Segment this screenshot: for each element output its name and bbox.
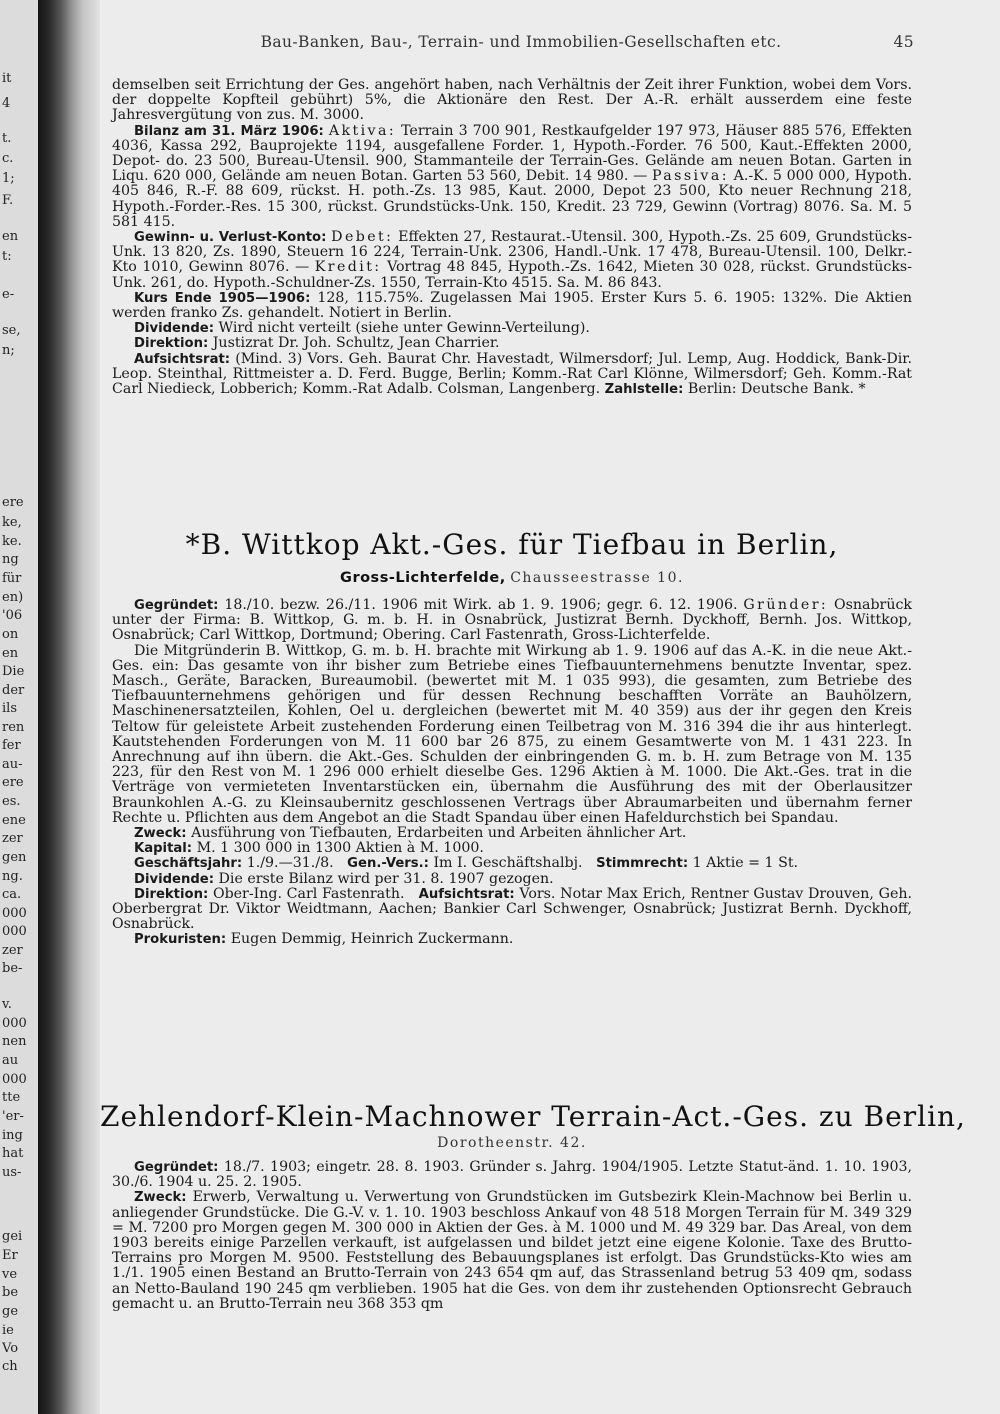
margin-fragment: hat xyxy=(2,1146,24,1161)
margin-fragment: v. xyxy=(2,997,12,1012)
s2-prokuristen-text: Eugen Demmig, Heinrich Zuckermann. xyxy=(230,931,514,948)
section-1 xyxy=(112,78,912,397)
running-head xyxy=(128,33,914,51)
dividende-label: Dividende: xyxy=(134,321,215,337)
margin-fragment: ch xyxy=(2,1359,18,1374)
margin-fragment: ene xyxy=(2,813,26,828)
s2-dividende-label: Dividende: xyxy=(134,871,215,887)
section-2-address: Chausseestrasse 10. xyxy=(510,570,684,586)
s2-aufsichtsrat-text: Vors. Notar Max Erich, Rentner Gustav Drouven, Geh. Oberbergrat Dr. Viktor Weidtmann, Aachen; Bankier Carl Schwenger, Osnabrück; Justizrat Bernh. Dyckhoff, Osnabrück. xyxy=(112,885,913,933)
bilanz-paragraph xyxy=(112,124,912,230)
margin-fragment: be xyxy=(2,1285,19,1300)
section-1-intro: demselben seit Errichtung der Ges. angehört haben, nach Verhältnis der Zeit ihrer Funktion, wobei dem Vors. der doppelte Kopfteil gebührt) 5%, die Aktionäre den Rest. Der A.-R. erhält ausserdem eine feste Jahresvergütung von zus. M. 3000. xyxy=(112,77,912,124)
margin-fragment: Vo xyxy=(2,1341,19,1356)
guv-debet-label: Debet: xyxy=(331,229,394,246)
kurs-paragraph xyxy=(112,291,912,321)
margin-fragment: c. xyxy=(2,151,14,166)
margin-fragment: au xyxy=(2,1053,19,1068)
bilanz-aktiva-label: Aktiva: xyxy=(328,122,396,139)
guv-debet-text: Effekten 27, Restaurat.-Utensil. 300, Hypoth.-Zs. 25 609, Grundstücks-Unk. 13 820, Zs. 1890, Steuern 16 224, Terrain-Unk. 2306, Handl.-Unk. 17 478, Bureau-Utensil. 100, Delkr.-Kto 1010, Gewinn 8076. — xyxy=(112,229,912,276)
s2-prokuristen-paragraph xyxy=(112,932,912,947)
margin-fragment: '06 xyxy=(2,608,23,623)
margin-fragment: Die xyxy=(2,664,25,679)
margin-fragment: 000 xyxy=(2,924,27,939)
margin-fragment: ing xyxy=(2,1128,23,1143)
margin-fragment: ke, xyxy=(2,515,22,530)
margin-fragment: tte xyxy=(2,1090,21,1105)
s2-dividende-text: Die erste Bilanz wird per 31. 8. 1907 gezogen. xyxy=(218,870,554,887)
s2-gegruendet-paragraph xyxy=(112,598,912,644)
margin-fragment: ie xyxy=(2,1323,14,1338)
guv-paragraph xyxy=(112,230,912,291)
section-3-heading: Zehlendorf-Klein-Machnower Terrain-Act.-Ges. zu Berlin, xyxy=(100,1100,966,1133)
dividende-text: Wird nicht verteilt (siehe unter Gewinn-Verteilung). xyxy=(218,320,590,337)
section-3-subheading xyxy=(112,1135,912,1151)
margin-fragment: ve xyxy=(2,1267,18,1282)
s2-dividende-paragraph xyxy=(112,872,912,887)
section-2-location: Gross-Lichterfelde, xyxy=(340,570,506,586)
kurs-text: 128, 115.75%. Zugelassen Mai 1905. Erster Kurs 5. 6. 1905: 132%. Die Aktien werden franko Zs. gehandelt. Notiert in Berlin. xyxy=(112,289,912,322)
s2-body-paragraph: Die Mitgründerin B. Wittkop, G. m. b. H. brachte mit Wirkung ab 1. 9. 1906 auf das A.-K. in die neue Akt.-Ges. ein: Das gesamte von ihr bisher zum Betriebe eines Tiefbauunternehmens benutzte Inventar, spez. Masch., Geräte, Baracken, Bureaumobil. (bewertet mit M. 1 035 993), die gesamten, zum Betriebe des Tiefbauunternehmens gehörigen und für dessen Rechnung beschafften Vorräte an Bauhölzern, Maschinenersatzteilen, Kohlen, Oel u. dergleichen (bewertet mit M. 40 359) aus der ihr gegen den Kreis Teltow für geleistete Arbeit zustehenden Forderung einen Teilbetrag von M. 316 394 die ihr aus hinterlegt. Kautstehenden Forderungen von M. 11 600 bar 26 875, zu einem Gesamtwerte von M. 1 431 223. In Anrechnung auf ihn übern. die Akt.-Ges. Schulden der einbringenden G. m. b. H. zum Betrage von M. 135 223, für den Rest von M. 1 296 000 erhielt dieselbe Ges. 1296 Aktien à M. 1000. Die Akt.-Ges. trat in die Verträge von vermieteten Inventarstücken ein, übernahm die Ausführung des mit der Oberlausitzer Braunkohlen A.-G. zu Kleinsaubernitz geschlossenen Vertrags über Abraumarbeiten und übernahm ferner Rechte u. Pflichten aus dem Angebot an die Stadt Spandau über einen Hafeldurchstich bei Spandau. xyxy=(112,642,912,826)
dividende-paragraph xyxy=(112,321,912,336)
s2-zweck-text: Ausführung von Tiefbauten, Erdarbeiten und Arbeiten ähnlicher Art. xyxy=(191,825,687,842)
s2-gj-label: Geschäftsjahr: xyxy=(134,856,243,872)
margin-fragment: ren xyxy=(2,720,25,735)
margin-fragment: en xyxy=(2,229,19,244)
margin-fragment: ere xyxy=(2,495,24,510)
margin-fragment: der xyxy=(2,683,25,698)
section-3-address: Dorotheenstr. 42. xyxy=(437,1135,587,1151)
margin-fragment: it xyxy=(2,71,12,86)
margin-fragment: ng. xyxy=(2,869,23,884)
s3-zweck-label: Zweck: xyxy=(134,1190,187,1206)
bilanz-label: Bilanz am 31. März 1906: xyxy=(134,123,324,139)
margin-fragment: 1; xyxy=(2,171,15,186)
book-gutter xyxy=(38,0,100,1414)
margin-fragment: 000 xyxy=(2,1072,27,1087)
margin-fragment: n; xyxy=(2,343,15,358)
s2-gv-label: Gen.-Vers.: xyxy=(347,856,429,872)
running-head-title: Bau-Banken, Bau-, Terrain- und Immobilien-Gesellschaften etc. xyxy=(260,33,782,51)
margin-fragment: ke. xyxy=(2,534,22,549)
s2-zweck-label: Zweck: xyxy=(134,826,187,842)
kurs-label: Kurs Ende 1905—1906: xyxy=(134,290,311,306)
s2-gegruendet-label: Gegründet: xyxy=(134,598,219,613)
margin-fragment: en xyxy=(2,646,19,661)
s3-gegruendet-text: 18./7. 1903; eingetr. 28. 8. 1903. Gründer s. Jahrg. 1904/1905. Letzte Statut-änd. 1. 10. 1903, 30./6. 1904 u. 25. 2. 1905. xyxy=(112,1159,913,1191)
aufsichtsrat-text: (Mind. 3) Vors. Geh. Baurat Chr. Havestadt, Wilmersdorf; Jul. Lemp, Aug. Hoddick, Bank-Dir. Leop. Steinthal, Rittmeister a. D. Ferd. Bugge, Berlin; Komm.-Rat Carl Klönne, Wilmersdorf; Geh. Komm.-Rat Carl Niedieck, Lobberich; Komm.-Rat Adalb. Colsman, Langenberg. xyxy=(112,350,912,398)
section-2-subheading xyxy=(112,570,912,586)
zahlstelle-text: Berlin: Deutsche Bank. * xyxy=(687,381,866,398)
margin-fragment: e- xyxy=(2,287,15,302)
s2-stimmrecht-text: 1 Aktie = 1 St. xyxy=(692,855,799,872)
s2-kapital-text: M. 1 300 000 in 1300 Aktien à M. 1000. xyxy=(196,840,484,857)
margin-fragment: es. xyxy=(2,794,21,809)
bilanz-passiva-label: Passiva: xyxy=(651,168,729,185)
s2-stimmrecht-label: Stimmrecht: xyxy=(596,856,689,872)
direktion-paragraph xyxy=(112,336,912,351)
margin-fragment: ils xyxy=(2,701,17,716)
section-2 xyxy=(112,598,912,948)
direktion-text: Justizrat Dr. Joh. Schultz, Jean Charrier. xyxy=(212,335,500,352)
s2-aufsichtsrat-label: Aufsichtsrat: xyxy=(418,886,515,902)
adjacent-page-margin xyxy=(0,0,38,1414)
margin-fragment: on xyxy=(2,627,19,642)
margin-fragment: 4 xyxy=(2,96,11,111)
aufsichtsrat-label: Aufsichtsrat: xyxy=(134,351,231,367)
s2-gj-text: 1./9.—31./8. xyxy=(246,855,334,872)
guv-label: Gewinn- u. Verlust-Konto: xyxy=(134,230,327,246)
margin-fragment: au- xyxy=(2,757,23,772)
margin-fragment: t: xyxy=(2,249,12,264)
guv-kredit-label: Kredit: xyxy=(314,259,382,276)
margin-fragment: 000 xyxy=(2,906,27,921)
s3-gegruendet-paragraph xyxy=(112,1160,912,1190)
s3-gegruendet-label: Gegründet: xyxy=(134,1160,219,1175)
s2-gegruendet-text: 18./10. bezw. 26./11. 1906 mit Wirk. ab 1. 9. 1906; gegr. 6. 12. 1906. xyxy=(224,597,738,613)
margin-fragment: be- xyxy=(2,961,23,976)
margin-fragment: fer xyxy=(2,738,21,753)
margin-fragment: us- xyxy=(2,1165,22,1180)
s2-kapital-paragraph xyxy=(112,841,912,856)
section-3 xyxy=(112,1160,912,1312)
margin-fragment: en) xyxy=(2,590,24,605)
margin-fragment: F. xyxy=(2,193,14,208)
margin-fragment: zer xyxy=(2,831,23,846)
s2-gruender-label: Gründer: xyxy=(743,597,829,613)
margin-fragment: nen xyxy=(2,1034,27,1049)
margin-fragment: 000 xyxy=(2,1016,27,1031)
section-2-heading: *B. Wittkop Akt.-Ges. für Tiefbau in Berlin, xyxy=(185,528,839,561)
margin-fragment: t. xyxy=(2,131,12,146)
direktion-label: Direktion: xyxy=(134,336,209,352)
s2-zweck-paragraph xyxy=(112,826,912,841)
margin-fragment: ere xyxy=(2,775,24,790)
margin-fragment: gei xyxy=(2,1229,23,1244)
margin-fragment: ge xyxy=(2,1304,19,1319)
page-number: 45 xyxy=(893,33,914,51)
s2-gruender-text: Osnabrück unter der Firma: B. Wittkop, G. m. b. H. in Osnabrück, Justizrat Bernh. Dyckhoff, Bernh. Jos. Wittkop, Osnabrück; Carl Wittkop, Dortmund; Obering. Carl Fastenrath, Gross-Lichterfelde. xyxy=(112,597,913,644)
margin-fragment: ca. xyxy=(2,887,22,902)
s3-zweck-text: Erwerb, Verwaltung u. Verwertung von Grundstücken im Gutsbezirk Klein-Machnow bei Berlin u. anliegender Grundstücke. Die G.-V. v. 1. 10. 1903 beschloss Ankauf von 48 518 Morgen Terrain für M. 349 329 = M. 7200 pro Morgen gegen M. 300 000 in Aktien der Ges. à M. 1000 und M. 49 329 bar. Das Areal, von dem 1903 bereits einige Parzellen verkauft, ist aufgelassen und bildet jetzt eine eigene Kolonie. Taxe des Brutto-Terrains pro Morgen M. 9500. Feststellung des Bebauungsplanes ist erfolgt. Das Grundstücks-Kto wies am 1./1. 1905 einen Bestand an Brutto-Terrain von 243 654 qm auf, das Strassenland betrug 53 409 qm, sodass an Netto-Bauland 190 245 qm verblieben. 1905 hat die Ges. von dem ihr zustehenden Optionsrecht Gebrauch gemacht u. an Brutto-Terrain neu 368 353 qm xyxy=(112,1189,912,1312)
margin-fragment: für xyxy=(2,571,22,586)
margin-fragment: Er xyxy=(2,1248,18,1263)
s3-zweck-paragraph xyxy=(112,1190,912,1312)
aufsichtsrat-paragraph xyxy=(112,352,912,398)
s2-gv-text: Im I. Geschäftshalbj. xyxy=(433,855,583,872)
guv-kredit-text: Vortrag 48 845, Hypoth.-Zs. 1642, Mieten 30 028, rückst. Grundstücks-Unk. 261, do. Hypoth.-Schuldner-Zs. 1550, Terrain-Kto 4515. Sa. M. 86 843. xyxy=(112,259,912,291)
s2-prokuristen-label: Prokuristen: xyxy=(134,932,227,948)
s2-direktion-text: Ober-Ing. Carl Fastenrath. xyxy=(212,885,405,902)
bilanz-aktiva-text: Terrain 3 700 901, Restkaufgelder 197 973, Häuser 885 576, Effekten 4036, Kassa 292, Bauprojekte 1194, ausgefallene Forder. 1, Hypoth.-Forder. 76 500, Kaut.-Effekten 2000, Depot- do. 23 500, Bureau-Utensil. 900, Stammanteile der Terrain-Ges. Gelände am neuen Botan. Garten in Liqu. 620 000, Gelände am neuen Botan. Garten 53 560, Debit. 14 980. — xyxy=(112,122,912,185)
s2-direktion-paragraph xyxy=(112,887,912,933)
zahlstelle-label: Zahlstelle: xyxy=(604,382,684,398)
margin-fragment: zer xyxy=(2,943,23,958)
margin-fragment: ng xyxy=(2,552,19,567)
s2-kapital-label: Kapital: xyxy=(134,841,193,857)
s2-geschaeftsjahr-paragraph xyxy=(112,856,912,871)
margin-fragment: se, xyxy=(2,323,21,338)
margin-fragment: gen xyxy=(2,850,27,865)
s2-direktion-label: Direktion: xyxy=(134,886,209,902)
margin-fragment: 'er- xyxy=(2,1109,24,1124)
bilanz-passiva-text: A.-K. 5 000 000, Hypoth. 405 846, R.-F. 88 609, rückst. H. poth.-Zs. 13 985, Kaut. 2000, Depot 23 500, Kto neuer Rechnung 218, Hypoth.-Forder.-Res. 15 300, rückst. Grundstücks-Unk. 150, Kredit. 23 729, Gewinn (Vortrag) 8076. Sa. M. 5 581 415. xyxy=(112,168,912,230)
